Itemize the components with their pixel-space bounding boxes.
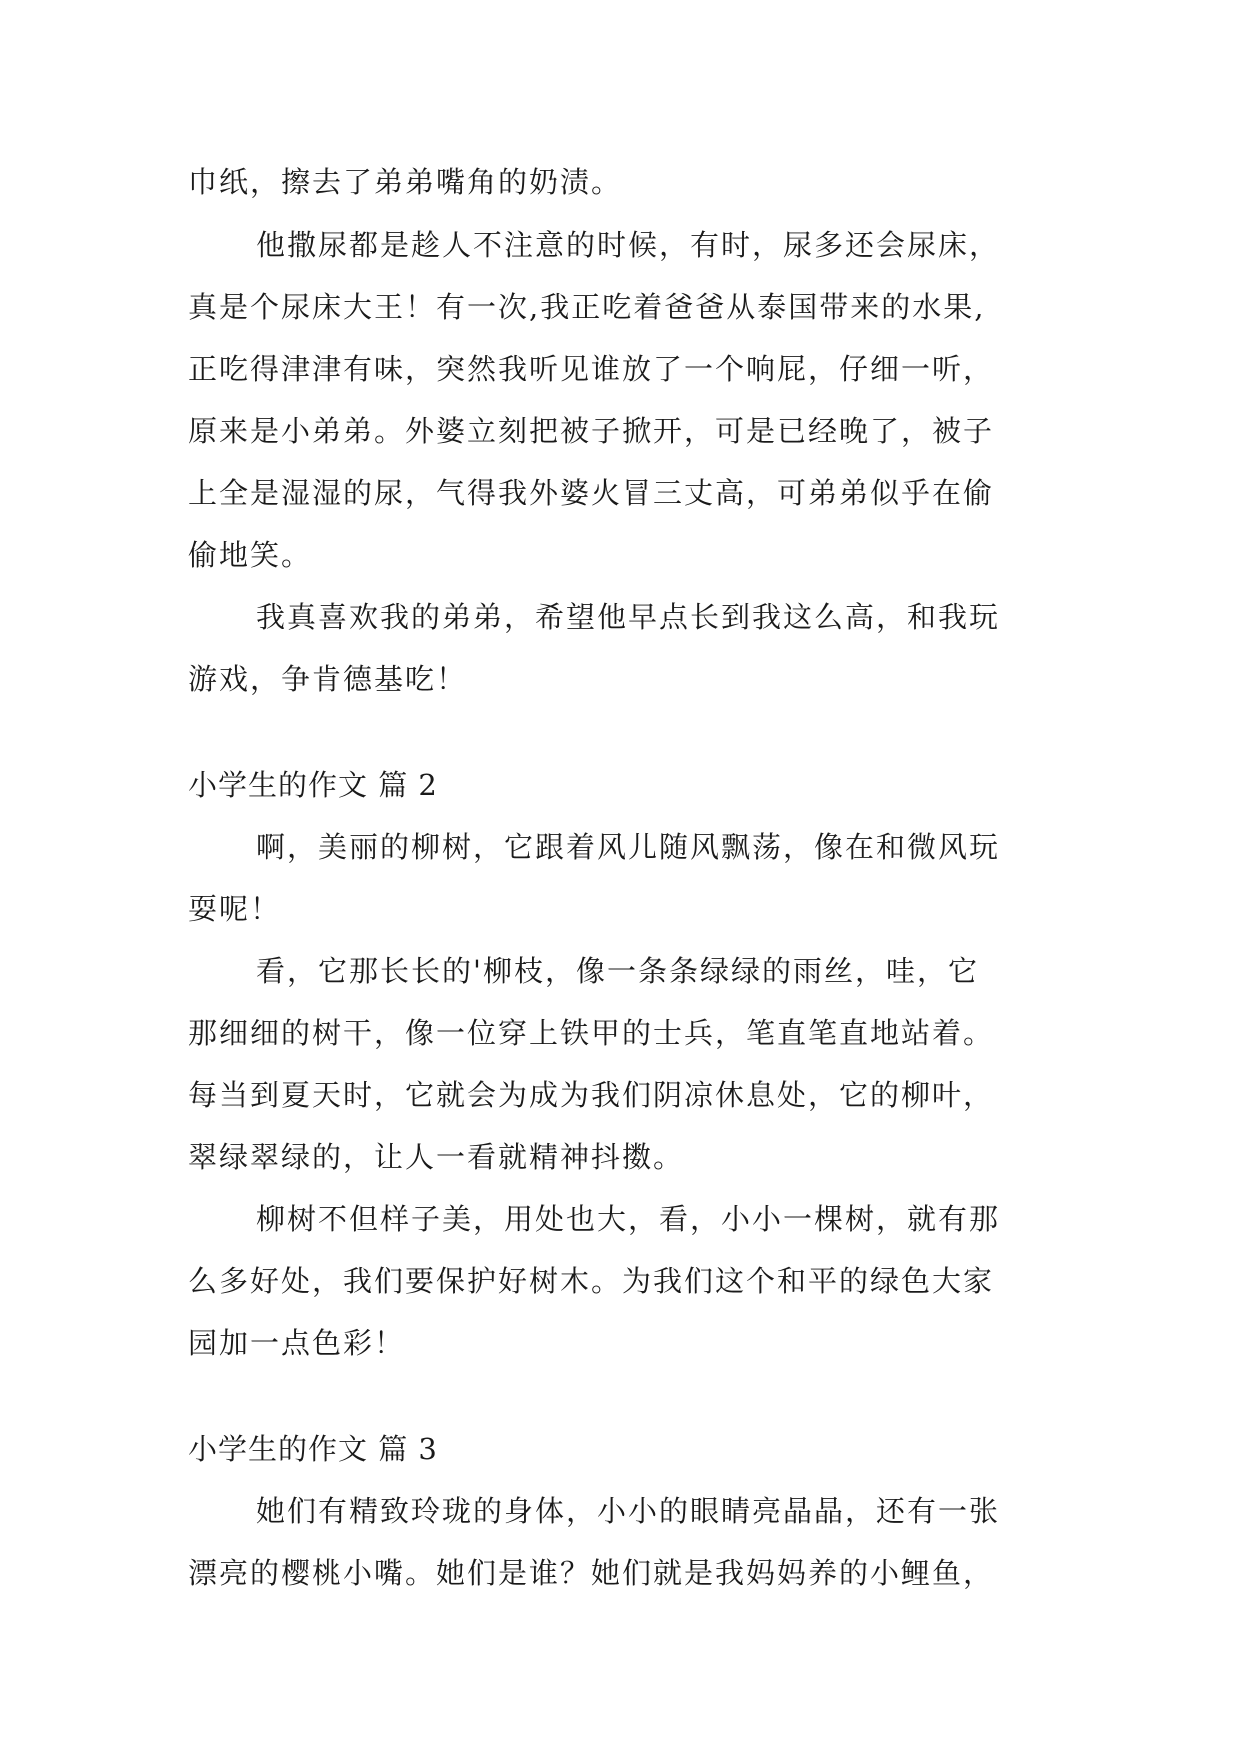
section-heading: 小学生的作文 篇 2 (188, 768, 438, 802)
paragraph-line: 偷地笑。 (188, 538, 313, 572)
paragraph-line: 那细细的树干，像一位穿上铁甲的士兵，笔直笔直地站着。 (188, 1016, 995, 1050)
paragraph-line: 啊，美丽的柳树，它跟着风儿随风飘荡，像在和微风玩 (256, 830, 1001, 864)
paragraph-line: 正吃得津津有味，突然我听见谁放了一个响屁，仔细一听， (188, 352, 995, 386)
paragraph-line: 么多好处，我们要保护好树木。为我们这个和平的绿色大家 (188, 1264, 995, 1298)
paragraph-line: 真是个尿床大王！有一次,我正吃着爸爸从泰国带来的水果, (188, 290, 986, 324)
paragraph-line: 我真喜欢我的弟弟，希望他早点长到我这么高，和我玩 (256, 600, 1001, 634)
paragraph-line: 他撒尿都是趁人不注意的时候，有时，尿多还会尿床， (256, 228, 1001, 262)
paragraph-line: 每当到夏天时，它就会为成为我们阴凉休息处，它的柳叶， (188, 1078, 995, 1112)
paragraph-line: 耍呢！ (188, 892, 282, 926)
paragraph-line: 上全是湿湿的尿，气得我外婆火冒三丈高，可弟弟似乎在偷 (188, 476, 995, 510)
paragraph-line: 游戏，争肯德基吃！ (188, 662, 468, 696)
paragraph-line: 园加一点色彩！ (188, 1326, 406, 1360)
paragraph-line: 原来是小弟弟。外婆立刻把被子掀开，可是已经晚了，被子 (188, 414, 995, 448)
paragraph-line: 巾纸，擦去了弟弟嘴角的奶渍。 (188, 165, 623, 199)
paragraph-line: 漂亮的樱桃小嘴。她们是谁？她们就是我妈妈养的小鲤鱼， (188, 1556, 995, 1590)
paragraph-line: 看，它那长长的'柳枝，像一条条绿绿的雨丝，哇，它 (256, 954, 979, 988)
section-heading: 小学生的作文 篇 3 (188, 1432, 438, 1466)
paragraph-line: 她们有精致玲珑的身体，小小的眼睛亮晶晶，还有一张 (256, 1494, 1001, 1528)
paragraph-line: 翠绿翠绿的，让人一看就精神抖擞。 (188, 1140, 685, 1174)
paragraph-line: 柳树不但样子美，用处也大，看，小小一棵树，就有那 (256, 1202, 1001, 1236)
